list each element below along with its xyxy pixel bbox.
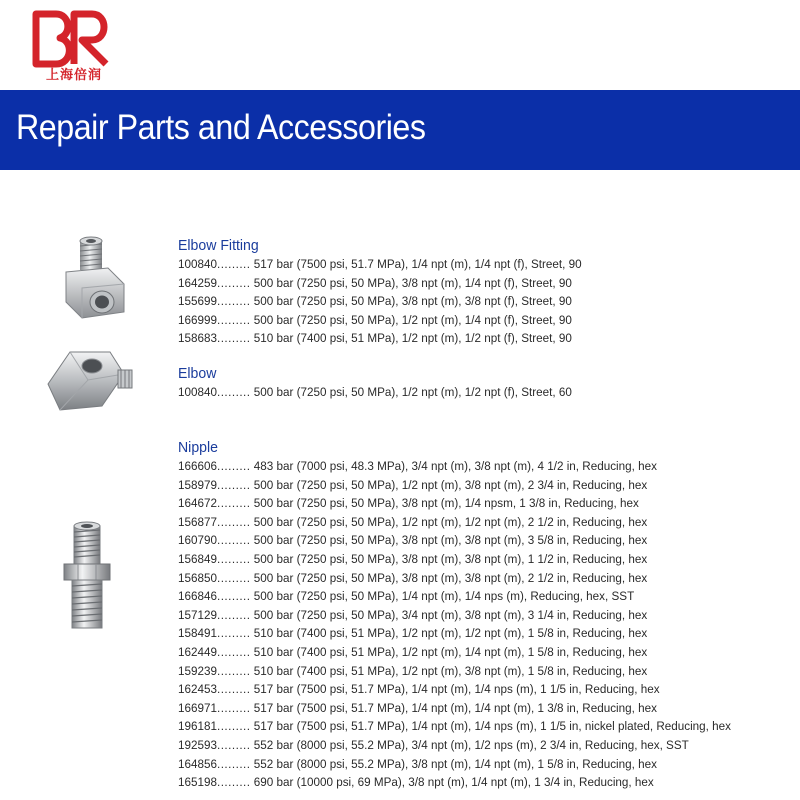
part-row: 166971......... 517 bar (7500 psi, 51.7 MPa), 1/4 npt (m), 1/4 npt (m), 1 3/8 in, Reducing, hex [178, 700, 657, 715]
section-title: Elbow Fitting [178, 237, 259, 254]
part-number: 156849 [178, 551, 217, 566]
part-spec: 500 bar (7250 psi, 50 MPa), 3/8 npt (m), 3/8 npt (f), Street, 90 [253, 294, 572, 309]
part-spec: 517 bar (7500 psi, 51.7 MPa), 1/4 npt (m), 1/4 nps (m), 1 1/5 in, nickel plated, Reducing, hex [253, 719, 732, 734]
part-row: 162453......... 517 bar (7500 psi, 51.7 MPa), 1/4 npt (m), 1/4 nps (m), 1 1/5 in, Reducing, hex [178, 682, 660, 697]
elbow-fitting-90-icon [52, 232, 132, 328]
part-number: 166999 [178, 312, 217, 327]
part-spec: 500 bar (7250 psi, 50 MPa), 3/8 npt (m), 1/4 npsm, 1 3/8 in, Reducing, hex [253, 496, 639, 511]
part-spec: 500 bar (7250 psi, 50 MPa), 1/2 npt (m), 3/8 npt (m), 2 3/4 in, Reducing, hex [253, 477, 648, 492]
part-number: 159239 [178, 663, 217, 678]
part-spec: 510 bar (7400 psi, 51 MPa), 1/2 npt (m), 1/2 npt (f), Street, 90 [253, 331, 572, 346]
part-number: 166846 [178, 589, 217, 604]
part-number: 162453 [178, 682, 217, 697]
part-row: 164672......... 500 bar (7250 psi, 50 MPa), 3/8 npt (m), 1/4 npsm, 1 3/8 in, Reducing, hex [178, 496, 639, 511]
part-spec: 500 bar (7250 psi, 50 MPa), 1/2 npt (m), 1/2 npt (f), Street, 60 [253, 385, 572, 399]
part-number: 164672 [178, 496, 217, 511]
part-number: 162449 [178, 644, 217, 659]
part-row: 164259......... 500 bar (7250 psi, 50 MPa), 3/8 npt (m), 1/4 npt (f), Street, 90 [178, 275, 572, 290]
part-number: 100840 [178, 257, 217, 271]
part-number: 160790 [178, 533, 217, 548]
part-number: 166971 [178, 700, 217, 715]
part-row: 158979......... 500 bar (7250 psi, 50 MPa), 1/2 npt (m), 3/8 npt (m), 2 3/4 in, Reducing, hex [178, 477, 648, 492]
part-row: 158683......... 510 bar (7400 psi, 51 MPa), 1/2 npt (m), 1/2 npt (f), Street, 90 [178, 331, 572, 346]
section-elbow-fitting [178, 237, 603, 348]
part-spec: 552 bar (8000 psi, 55.2 MPa), 3/8 npt (m), 1/4 npt (m), 1 5/8 in, Reducing, hex [253, 756, 657, 771]
nipple-hex-icon [58, 520, 116, 632]
title-banner [0, 90, 800, 170]
part-number: 158683 [178, 331, 217, 346]
section-title: Elbow [178, 365, 217, 382]
part-spec: 500 bar (7250 psi, 50 MPa), 3/8 npt (m), 3/8 npt (m), 2 1/2 in, Reducing, hex [253, 570, 648, 585]
part-number: 158491 [178, 626, 217, 641]
part-row: 159239......... 510 bar (7400 psi, 51 MPa), 1/2 npt (m), 3/8 npt (m), 1 5/8 in, Reducing, hex [178, 663, 648, 678]
part-number: 165198 [178, 775, 217, 790]
part-spec: 510 bar (7400 psi, 51 MPa), 1/2 npt (m), 3/8 npt (m), 1 5/8 in, Reducing, hex [253, 663, 648, 678]
brand-caption: 上海倍润 [45, 68, 102, 83]
part-row: 192593......... 552 bar (8000 psi, 55.2 MPa), 3/4 npt (m), 1/2 nps (m), 2 3/4 in, Reducing, hex, SST [178, 737, 689, 752]
part-row: 166846......... 500 bar (7250 psi, 50 MPa), 1/4 npt (m), 1/4 nps (m), Reducing, hex, SST [178, 589, 635, 604]
part-spec: 500 bar (7250 psi, 50 MPa), 3/4 npt (m), 3/8 npt (m), 3 1/4 in, Reducing, hex [253, 607, 648, 622]
part-number: 192593 [178, 737, 217, 752]
part-spec: 500 bar (7250 psi, 50 MPa), 1/2 npt (m), 1/2 npt (m), 2 1/2 in, Reducing, hex [253, 514, 648, 529]
part-row: 162449......... 510 bar (7400 psi, 51 MPa), 1/2 npt (m), 1/4 npt (m), 1 5/8 in, Reducing, hex [178, 644, 648, 659]
page-title: Repair Parts and Accessories [16, 108, 426, 147]
part-spec: 517 bar (7500 psi, 51.7 MPa), 1/4 npt (m), 1/4 npt (m), 1 3/8 in, Reducing, hex [253, 700, 657, 715]
part-number: 100840 [178, 385, 217, 399]
part-row: 166999......... 500 bar (7250 psi, 50 MPa), 1/2 npt (m), 1/4 npt (f), Street, 90 [178, 312, 572, 327]
part-row: 165198......... 690 bar (10000 psi, 69 MPa), 3/8 npt (m), 1/4 npt (m), 1 3/4 in, Reducing, hex [178, 775, 654, 790]
part-row: 158491......... 510 bar (7400 psi, 51 MPa), 1/2 npt (m), 1/2 npt (m), 1 5/8 in, Reducing, hex [178, 626, 648, 641]
part-number: 164259 [178, 275, 217, 290]
elbow-60-icon [40, 344, 136, 420]
part-spec: 510 bar (7400 psi, 51 MPa), 1/2 npt (m), 1/2 npt (m), 1 5/8 in, Reducing, hex [253, 626, 648, 641]
part-row: 156849......... 500 bar (7250 psi, 50 MPa), 3/8 npt (m), 3/8 npt (m), 1 1/2 in, Reducing, hex [178, 551, 648, 566]
part-row: 196181......... 517 bar (7500 psi, 51.7 MPa), 1/4 npt (m), 1/4 nps (m), 1 1/5 in, nickel plated, Reducing, hex [178, 719, 732, 734]
part-spec: 500 bar (7250 psi, 50 MPa), 3/8 npt (m), 1/4 npt (f), Street, 90 [253, 275, 572, 290]
section-elbow [178, 365, 593, 402]
part-spec: 510 bar (7400 psi, 51 MPa), 1/2 npt (m), 1/4 npt (m), 1 5/8 in, Reducing, hex [253, 644, 648, 659]
part-spec: 500 bar (7250 psi, 50 MPa), 1/4 npt (m), 1/4 nps (m), Reducing, hex, SST [253, 589, 635, 604]
part-row: 100840......... 517 bar (7500 psi, 51.7 MPa), 1/4 npt (m), 1/4 npt (f), Street, 90 [178, 257, 582, 271]
part-number: 155699 [178, 294, 217, 309]
part-spec: 517 bar (7500 psi, 51.7 MPa), 1/4 npt (m), 1/4 nps (m), 1 1/5 in, Reducing, hex [253, 682, 660, 697]
part-row: 155699......... 500 bar (7250 psi, 50 MPa), 3/8 npt (m), 3/8 npt (f), Street, 90 [178, 294, 572, 309]
part-spec: 690 bar (10000 psi, 69 MPa), 3/8 npt (m), 1/4 npt (m), 1 3/4 in, Reducing, hex [253, 775, 654, 790]
part-number: 156850 [178, 570, 217, 585]
part-row: 164856......... 552 bar (8000 psi, 55.2 MPa), 3/8 npt (m), 1/4 npt (m), 1 5/8 in, Reducing, hex [178, 756, 657, 771]
part-number: 156877 [178, 514, 217, 529]
part-row: 166606......... 483 bar (7000 psi, 48.3 MPa), 3/4 npt (m), 3/8 npt (m), 4 1/2 in, Reducing, hex [178, 459, 657, 473]
part-spec: 483 bar (7000 psi, 48.3 MPa), 3/4 npt (m), 3/8 npt (m), 4 1/2 in, Reducing, hex [253, 459, 657, 473]
part-row: 157129......... 500 bar (7250 psi, 50 MPa), 3/4 npt (m), 3/8 npt (m), 3 1/4 in, Reducing, hex [178, 607, 648, 622]
part-row: 160790......... 500 bar (7250 psi, 50 MPa), 3/8 npt (m), 3/8 npt (m), 3 5/8 in, Reducing, hex [178, 533, 648, 548]
part-number: 164856 [178, 756, 217, 771]
section-title: Nipple [178, 439, 218, 456]
section-nipple [178, 439, 760, 792]
part-number: 158979 [178, 477, 217, 492]
part-row: 100840......... 500 bar (7250 psi, 50 MPa), 1/2 npt (m), 1/2 npt (f), Street, 60 [178, 385, 572, 399]
part-row: 156877......... 500 bar (7250 psi, 50 MPa), 1/2 npt (m), 1/2 npt (m), 2 1/2 in, Reducing, hex [178, 514, 648, 529]
part-spec: 500 bar (7250 psi, 50 MPa), 3/8 npt (m), 3/8 npt (m), 1 1/2 in, Reducing, hex [253, 551, 648, 566]
part-row: 156850......... 500 bar (7250 psi, 50 MPa), 3/8 npt (m), 3/8 npt (m), 2 1/2 in, Reducing, hex [178, 570, 648, 585]
part-number: 196181 [178, 719, 217, 734]
part-spec: 517 bar (7500 psi, 51.7 MPa), 1/4 npt (m), 1/4 npt (f), Street, 90 [253, 257, 582, 271]
part-spec: 552 bar (8000 psi, 55.2 MPa), 3/4 npt (m), 1/2 nps (m), 2 3/4 in, Reducing, hex, SST [253, 737, 689, 752]
part-number: 166606 [178, 459, 217, 473]
part-spec: 500 bar (7250 psi, 50 MPa), 1/2 npt (m), 1/4 npt (f), Street, 90 [253, 312, 572, 327]
part-number: 157129 [178, 607, 217, 622]
part-spec: 500 bar (7250 psi, 50 MPa), 3/8 npt (m), 3/8 npt (m), 3 5/8 in, Reducing, hex [253, 533, 648, 548]
